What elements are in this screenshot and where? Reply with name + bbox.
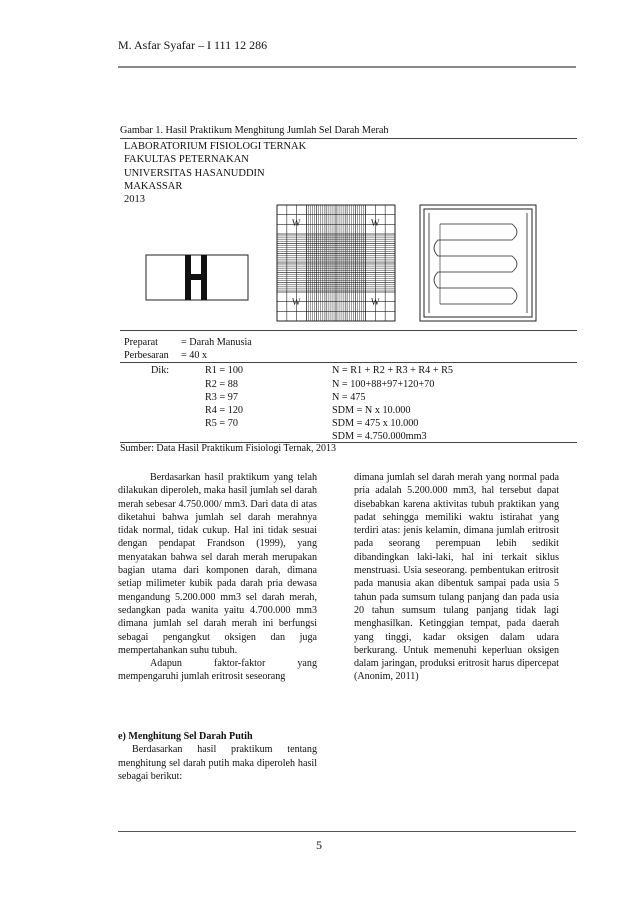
dik-label: Dik: bbox=[151, 365, 170, 376]
h-view-diagram bbox=[146, 255, 248, 300]
preparat-value: = Darah Manusia bbox=[181, 337, 252, 348]
formula-line: N = 475 bbox=[332, 392, 366, 403]
header-divider bbox=[118, 66, 576, 68]
figure-bottom-rule bbox=[120, 330, 577, 331]
r-value: R4 = 120 bbox=[205, 405, 244, 416]
lab-line: 2013 bbox=[124, 194, 145, 206]
info-rule bbox=[120, 362, 577, 363]
page-number: 5 bbox=[316, 838, 322, 852]
lab-line: LABORATORIUM FISIOLOGI TERNAK bbox=[124, 141, 307, 152]
perbesaran-value: = 40 x bbox=[181, 350, 208, 361]
left-column bbox=[118, 471, 317, 684]
r-value: R3 = 97 bbox=[205, 392, 238, 403]
formula-line: N = 100+88+97+120+70 bbox=[332, 379, 435, 390]
figure-source: Sumber: Data Hasil Praktikum Fisiologi Ternak, 2013 bbox=[120, 443, 337, 454]
formula-line: N = R1 + R2 + R3 + R4 + R5 bbox=[332, 365, 453, 376]
figure-caption: Gambar 1. Hasil Praktikum Menghitung Jumlah Sel Darah Merah bbox=[120, 125, 389, 136]
r-value: R1 = 100 bbox=[205, 365, 244, 376]
r-value: R5 = 70 bbox=[205, 418, 238, 429]
perbesaran-label: Perbesaran bbox=[124, 350, 169, 361]
footer-divider bbox=[118, 831, 576, 832]
paragraph: Berdasarkan hasil praktikum tentang menghitung sel darah putih maka diperoleh hasil sebagai berikut: bbox=[118, 744, 317, 782]
preparat-label: Preparat bbox=[124, 337, 158, 348]
grid-label-w: W bbox=[292, 218, 301, 228]
grid-label-w: W bbox=[371, 218, 380, 228]
lab-line: UNIVERSITAS HASANUDDIN bbox=[124, 167, 265, 179]
paragraph: Adapun faktor-faktor yang mempengaruhi jumlah eritrosit seseorang bbox=[118, 658, 317, 683]
right-column bbox=[354, 471, 559, 684]
lab-line: MAKASSAR bbox=[124, 180, 183, 192]
formula-line: SDM = N x 10.000 bbox=[332, 405, 411, 416]
left-column-section bbox=[118, 730, 317, 783]
lab-line: FAKULTAS PETERNAKAN bbox=[124, 154, 249, 166]
r-value: R2 = 88 bbox=[205, 379, 238, 390]
section-heading: e) Menghitung Sel Darah Putih bbox=[118, 731, 253, 742]
formula-line: SDM = 4.750.000mm3 bbox=[332, 431, 427, 442]
zigzag-count-path bbox=[420, 205, 536, 321]
figure-top-rule bbox=[120, 138, 577, 139]
grid-label-w: W bbox=[371, 297, 380, 307]
paragraph: Berdasarkan hasil praktikum yang telah dilakukan diperoleh, maka hasil jumlah sel darah merah sebesar 4.750.000/ mm3. Dari data di atas diketahui bahwa jumlah sel darah merahnya tidak normal, tidak cukup. Hal ini tidak sesuai dengan pendapat Frandson (1999), yang menyatakan bahwa sel darah merah merupakan bagian utama dari komponen darah, dimana setiap milimeter kubik pada darah pria dewasa mengandung 5.200.000 mm3 sel darah merah, sedangkan pada wanita yaitu 4.700.000 mm3 dimana jumlah sel darah merah ini berfungsi sebagai pengangkut oksigen dan juga mempertahankan suhu tubuh. bbox=[118, 472, 317, 656]
grid-label-w: W bbox=[292, 297, 301, 307]
header-author: M. Asfar Syafar – I 111 12 286 bbox=[118, 38, 268, 52]
formula-line: SDM = 475 x 10.000 bbox=[332, 418, 419, 429]
paragraph: dimana jumlah sel darah merah yang normal pada pria adalah 5.200.000 mm3, hal tersebut dapat disebabkan karena aktivitas tubuh praktikan yang padat sehingga memiliki waktu istirahat yang terdiri atas: jenis kelamin, dimana jumlah eritrosit pada seorang perempuan lebih sedikit dibandingkan laki-laki, hal ini terkait siklus menstruasi. Usia seseorang. pembentukan eritrosit pada manusia akan dibentuk sampai pada usia 5 tahun pada sumsum tulang panjang dan pada usia 20 tahun sumsum tulang panjang tidak lagi menghasilkan. Ketinggian tempat, pada daerah yang tinggi, kadar oksigen dalam udara berkurang. Untuk memenuhi keperluan oksigen dalam jaringan, produksi eritrosit harus dipercepat (Anonim, 2011) bbox=[354, 472, 559, 683]
lab-lines bbox=[124, 140, 306, 206]
